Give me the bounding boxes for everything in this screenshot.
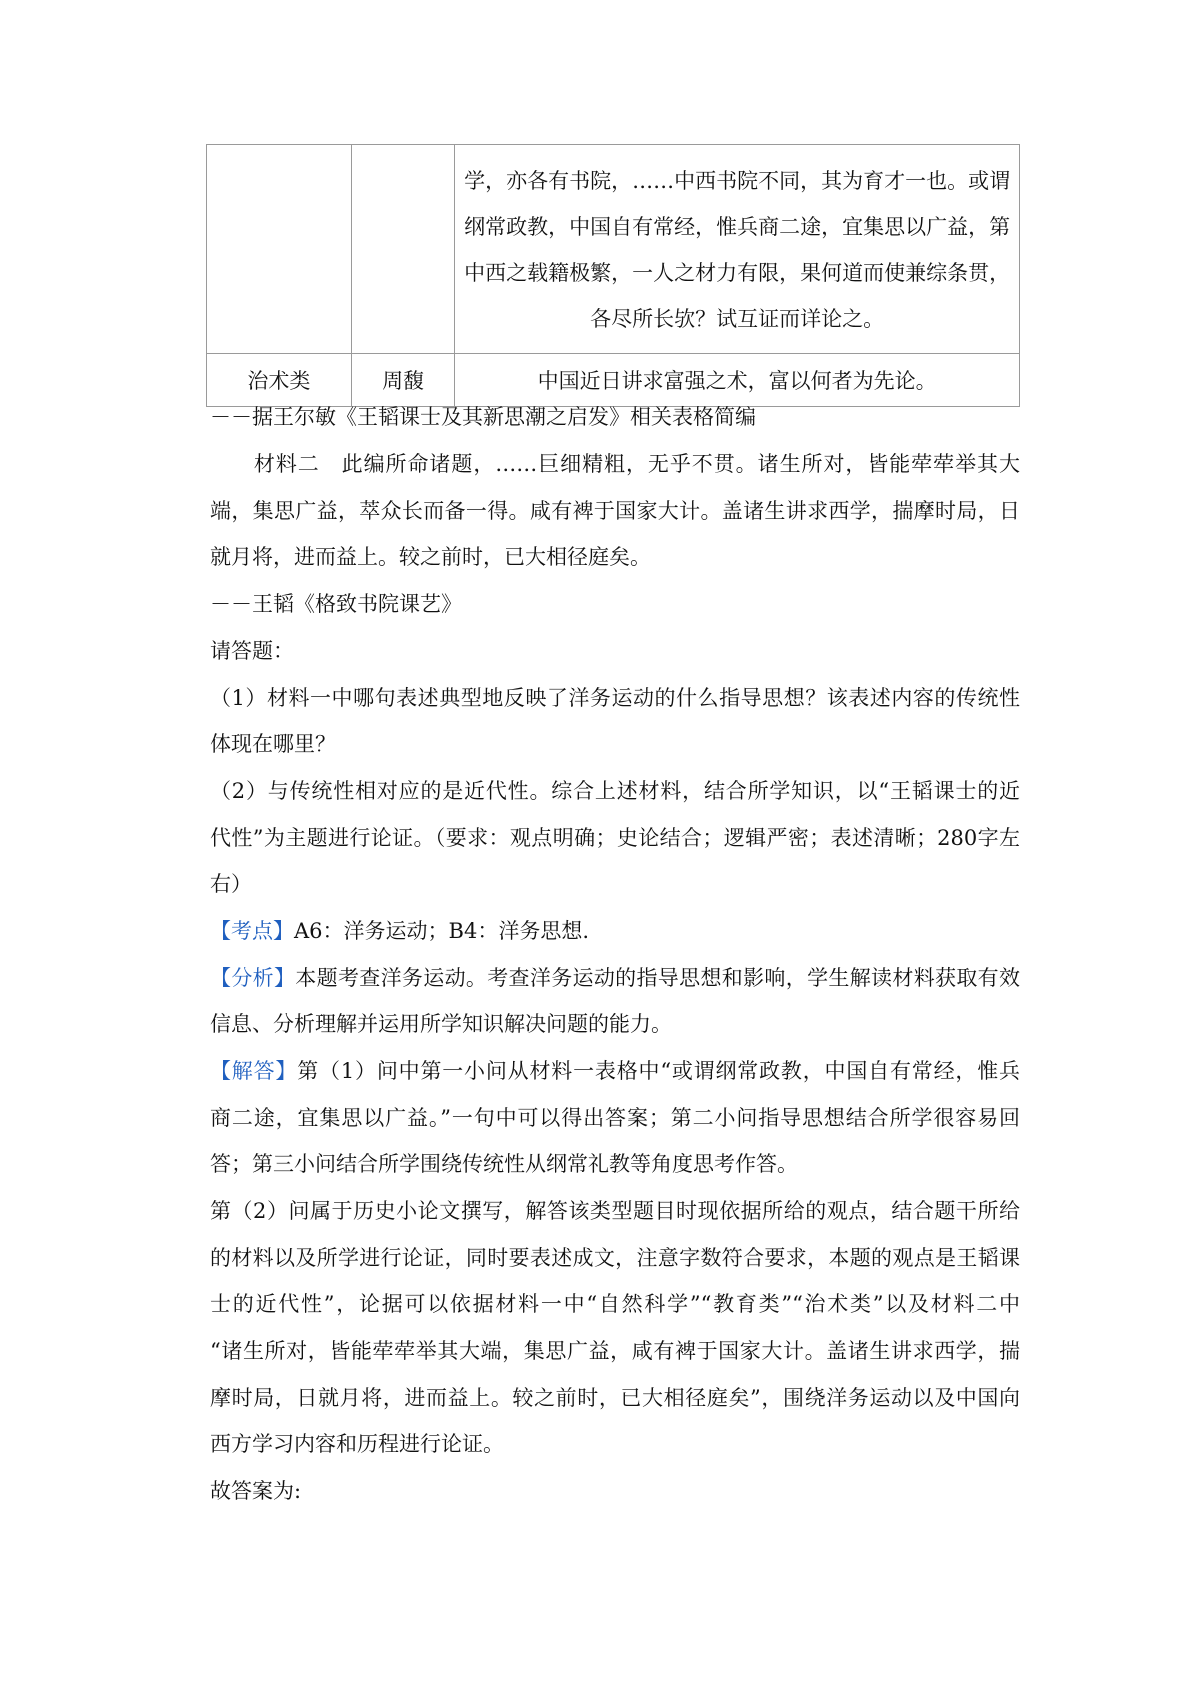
jieda-line: 商二途，宜集思以广益。”一句中可以得出答案；第二小问指导思想结合所学很容易回	[210, 1106, 1020, 1130]
author-cell: 周馥	[351, 354, 455, 407]
part2-line: “诸生所对，皆能荦荦举其大端，集思广益，咸有裨于国家大计。盖诸生讲求西学，揣	[210, 1339, 1020, 1363]
question-2-line: 代性”为主题进行论证。（要求：观点明确；史论结合；逻辑严密；表述清晰；280字左	[210, 826, 1020, 850]
material2-line: 端，集思广益，萃众长而备一得。咸有裨于国家大计。盖诸生讲求西学，揣摩时局，日	[210, 499, 1020, 523]
prompt-text: 请答题：	[210, 639, 294, 663]
table-row	[207, 145, 1020, 354]
content-line: 中西之载籍极繁，一人之材力有限，果何道而使兼综条贯，	[464, 261, 1011, 285]
content-line: 学，亦各有书院，……中西书院不同，其为育才一也。或谓	[464, 169, 1011, 193]
part2-line: 士的近代性”，论据可以依据材料一中“自然科学”“教育类”“治术类”以及材料二中	[210, 1292, 1020, 1316]
category-cell: 治术类	[207, 354, 352, 407]
part2-line: 的材料以及所学进行论证，同时要表述成文，注意字数符合要求，本题的观点是王韬课	[210, 1246, 1020, 1270]
content-cell: 中国近日讲求富强之术，富以何者为先论。	[455, 354, 1020, 407]
kaodian-line	[210, 916, 1020, 946]
question-1-line: 体现在哪里？	[210, 732, 336, 756]
content-cell	[455, 145, 1020, 354]
fenxi-line: 信息、分析理解并运用所学知识解决问题的能力。	[210, 1012, 672, 1036]
part2-line: 第（2）问属于历史小论文撰写，解答该类型题目时现依据所给的观点，结合题干所给	[210, 1199, 1020, 1223]
jieda-line: 答；第三小问结合所学围绕传统性从纲常礼教等角度思考作答。	[210, 1152, 798, 1176]
question-2-line: 右）	[210, 872, 252, 896]
source-citation: －－据王尔敏《王韬课士及其新思潮之启发》相关表格简编	[210, 405, 756, 429]
material2-line: 就月将，进而益上。较之前时，已大相径庭矣。	[210, 545, 651, 569]
fenxi-text: 本题考查洋务运动。考查洋务运动的指导思想和影响，学生解读材料获取有效	[295, 966, 1020, 990]
author-cell	[351, 145, 455, 354]
content-line: 各尽所长欤？试互证而详论之。	[590, 307, 885, 331]
jieda-tag: 【解答】	[210, 1059, 298, 1083]
kaodian-tag: 【考点】	[210, 919, 294, 943]
material2-line: 材料二 此编所命诸题，……巨细精粗，无乎不贯。诸生所对，皆能荦荦举其大	[210, 452, 1020, 476]
answer-intro: 故答案为:	[210, 1479, 302, 1503]
table-row	[207, 354, 1020, 407]
material-table	[206, 144, 1020, 407]
part2-line: 摩时局，日就月将，进而益上。较之前时，已大相径庭矣”，围绕洋务运动以及中国向	[210, 1386, 1020, 1410]
kaodian-text: A6：洋务运动；B4：洋务思想.	[294, 919, 589, 943]
part2-line: 西方学习内容和历程进行论证。	[210, 1432, 504, 1456]
source-citation: －－王韬《格致书院课艺》	[210, 592, 462, 616]
content-line: 纲常政教，中国自有常经，惟兵商二途，宜集思以广益，第	[464, 215, 1011, 239]
fenxi-line	[210, 963, 1020, 993]
jieda-text: 第（1）问中第一小问从材料一表格中“或谓纲常政教，中国自有常经，惟兵	[297, 1059, 1021, 1083]
question-1-line: （1）材料一中哪句表述典型地反映了洋务运动的什么指导思想？该表述内容的传统性	[210, 686, 1020, 710]
question-2-line: （2）与传统性相对应的是近代性。综合上述材料，结合所学知识，以“王韬课士的近	[210, 779, 1020, 803]
category-cell	[207, 145, 352, 354]
jieda-line	[210, 1056, 1020, 1086]
fenxi-tag: 【分析】	[210, 966, 296, 990]
